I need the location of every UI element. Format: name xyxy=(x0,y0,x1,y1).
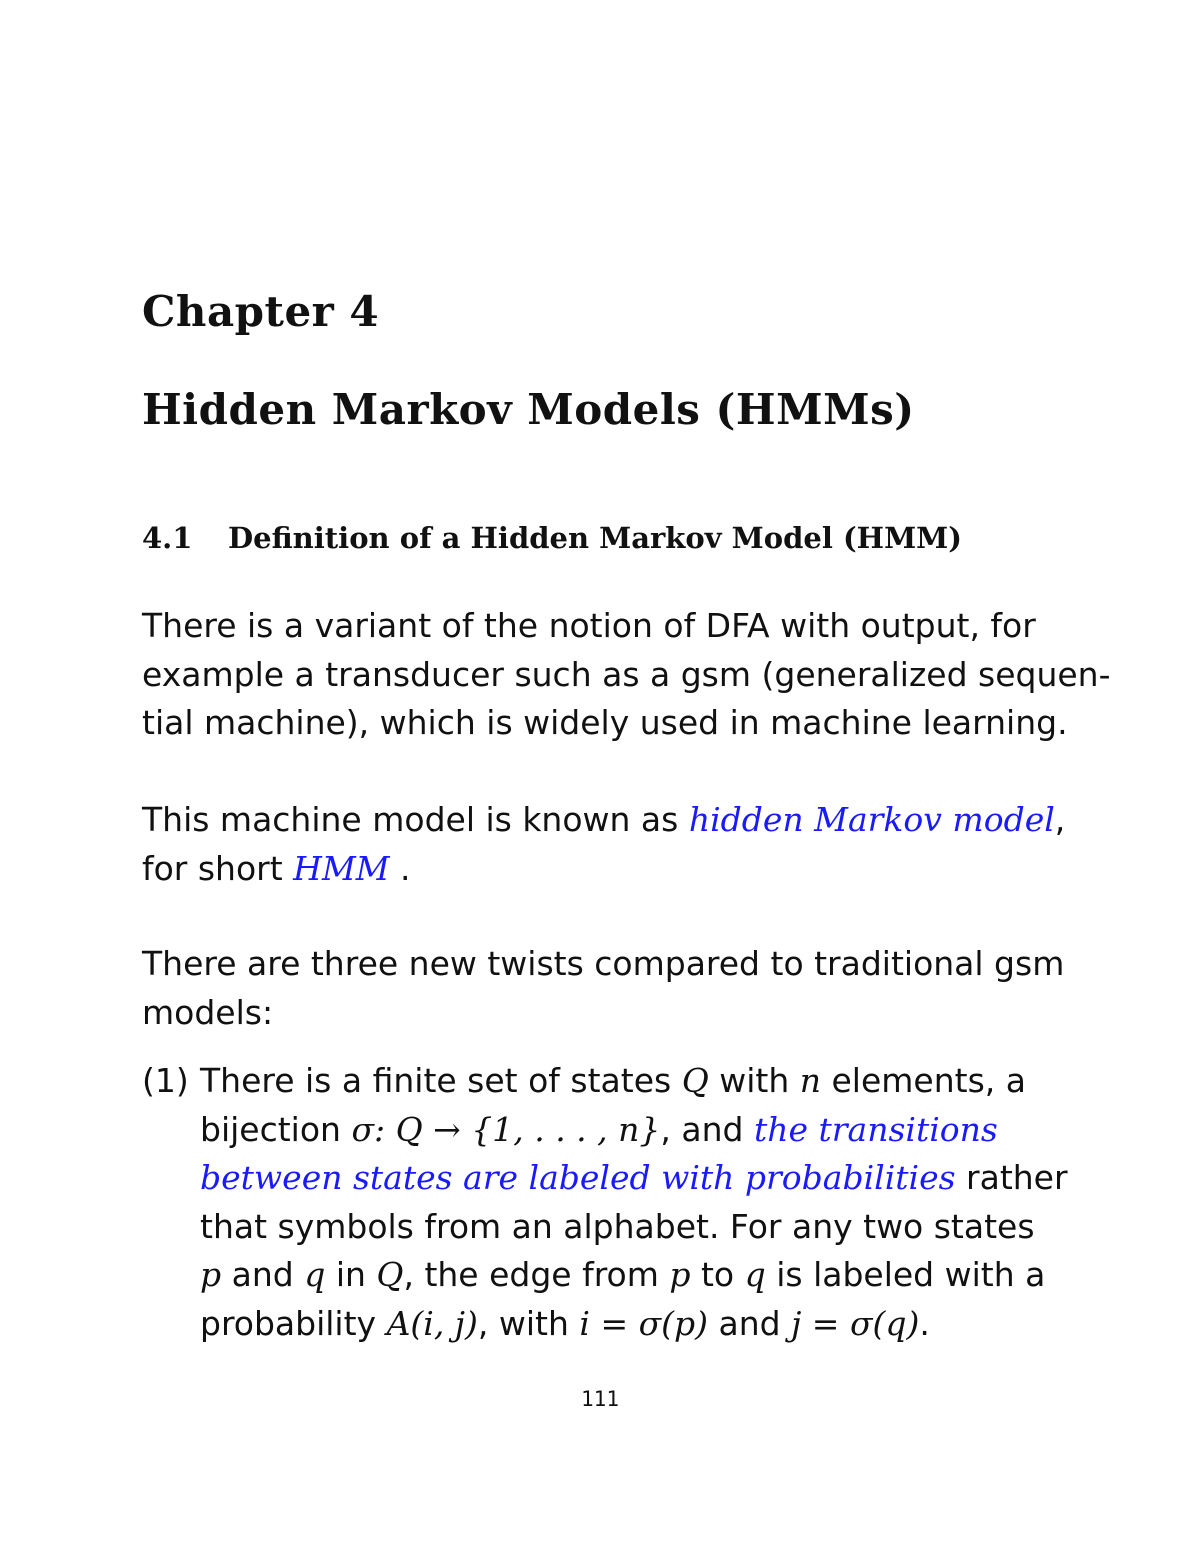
list-item-marker: (1) xyxy=(142,1061,189,1100)
text-span: . xyxy=(389,848,411,888)
math-expression: p xyxy=(200,1255,222,1294)
text-span: , xyxy=(1054,800,1066,839)
math-expression: A(i, j) xyxy=(386,1303,478,1343)
text-line: that symbols from an alphabet. For any two states xyxy=(200,1206,1035,1246)
math-expression: i = σ(p) xyxy=(579,1303,708,1343)
math-expression: p xyxy=(669,1255,691,1294)
text-line xyxy=(200,1251,1060,1300)
text-span: rather xyxy=(955,1158,1068,1197)
text-span: to xyxy=(690,1255,745,1294)
paragraph-hmm-name xyxy=(142,796,1066,893)
text-line: There are three new twists compared to traditional gsm xyxy=(142,944,1065,983)
text-span: , with xyxy=(477,1303,580,1343)
text-line xyxy=(200,1300,1060,1349)
paragraph-dfa-variant xyxy=(142,602,1111,748)
math-expression: σ: Q → {1, . . . , n} xyxy=(351,1109,661,1149)
text-line xyxy=(142,845,1060,894)
math-expression: n xyxy=(799,1061,822,1100)
text-line: models: xyxy=(142,992,274,1032)
text-span: and xyxy=(708,1303,792,1343)
math-expression: j = σ(q) xyxy=(791,1303,920,1343)
text-line xyxy=(200,1154,1068,1203)
text-span: elements, a xyxy=(821,1061,1026,1100)
section-number: 4.1 xyxy=(142,521,193,555)
emphasized-term: HMM xyxy=(293,848,390,888)
text-line xyxy=(142,796,1066,845)
math-expression: Q xyxy=(681,1061,709,1100)
list-item-body xyxy=(200,1057,1068,1348)
emphasized-term: between states are labeled with probabilities xyxy=(200,1158,956,1197)
text-span: There is a finite set of states xyxy=(200,1061,682,1100)
chapter-label: Chapter 4 xyxy=(142,287,380,336)
text-span: , and xyxy=(660,1109,754,1149)
text-span: with xyxy=(708,1061,800,1100)
text-span: . xyxy=(919,1303,930,1343)
text-line: example a transducer such as a gsm (generalized sequen- xyxy=(142,654,1111,694)
paragraph-twists xyxy=(142,940,1065,1037)
chapter-title: Hidden Markov Models (HMMs) xyxy=(142,385,915,434)
math-expression: q xyxy=(304,1255,326,1294)
section-title: Definition of a Hidden Markov Model (HMM) xyxy=(228,521,963,555)
text-span: probability xyxy=(200,1303,387,1343)
emphasized-term: hidden Markov model xyxy=(688,800,1055,839)
text-span: This machine model is known as xyxy=(142,800,689,839)
text-line xyxy=(200,1057,1060,1106)
text-line xyxy=(200,1106,1060,1155)
section-heading xyxy=(142,516,962,560)
math-expression: q xyxy=(744,1255,766,1294)
text-span: , the edge from xyxy=(403,1255,670,1294)
text-span: and xyxy=(221,1255,305,1294)
text-span: is labeled with a xyxy=(765,1255,1046,1294)
page-number: 111 xyxy=(581,1387,619,1411)
text-span: in xyxy=(325,1255,377,1294)
text-line: tial machine), which is widely used in machine learning. xyxy=(142,703,1068,742)
text-span: bijection xyxy=(200,1109,352,1149)
math-expression: Q xyxy=(376,1255,404,1294)
text-line: There is a variant of the notion of DFA with output, for xyxy=(142,606,1036,645)
emphasized-term: the transitions xyxy=(753,1109,998,1149)
text-span: for short xyxy=(142,848,294,888)
